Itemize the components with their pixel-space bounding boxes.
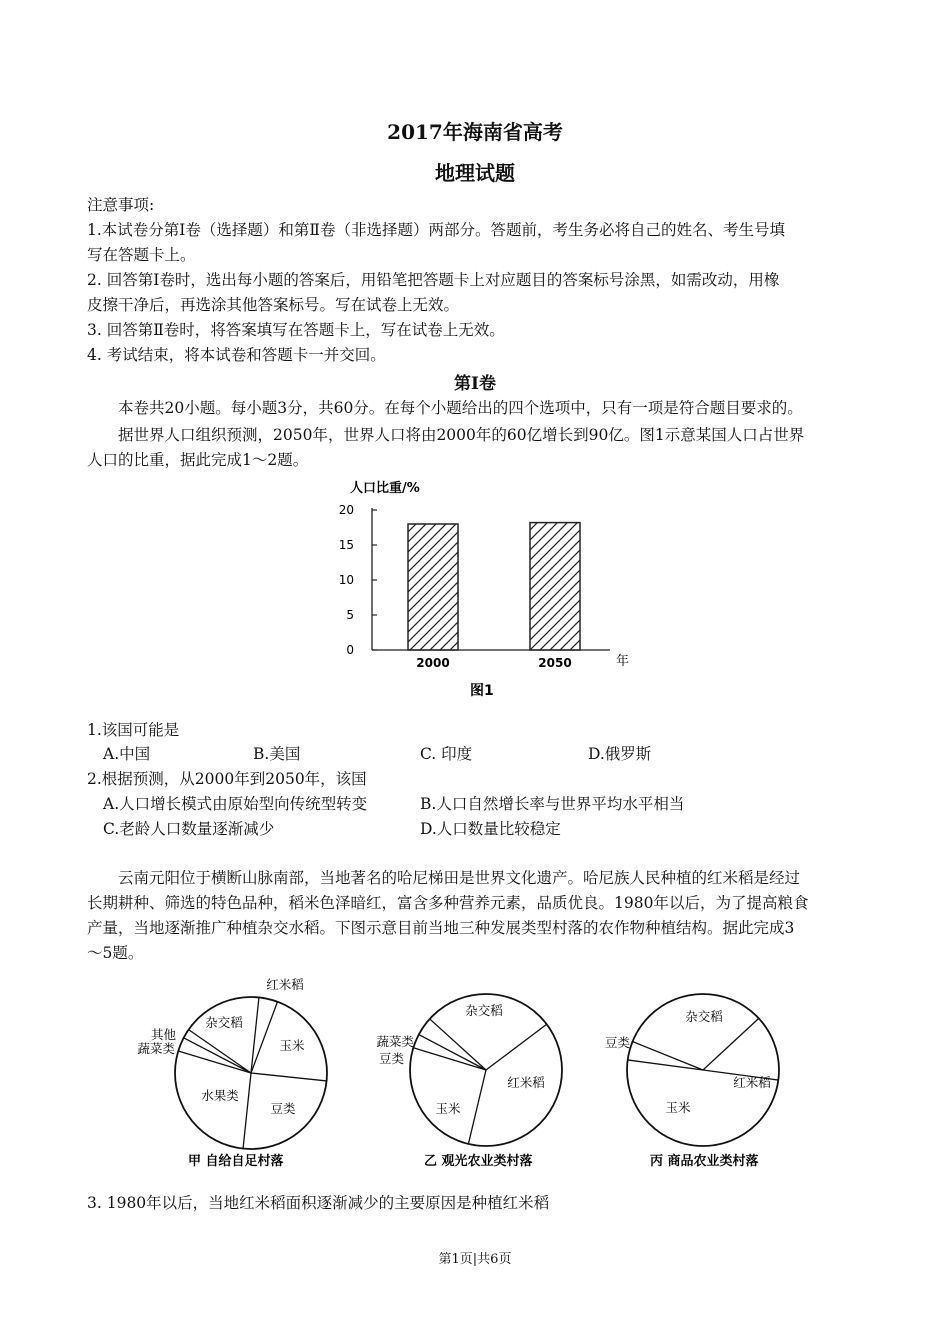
notice-item-3: 3. 回答第Ⅱ卷时，将答案填写在答题卡上，写在试卷上无效。	[87, 321, 505, 339]
question-1-option-d: D.俄罗斯	[588, 745, 652, 763]
pie-slice-label: 杂交稻	[205, 1015, 243, 1030]
notice-item-2-line-2: 皮擦干净后，再选涂其他答案标号。写在试卷上无效。	[87, 296, 460, 314]
y-tick-label: 5	[346, 608, 354, 622]
pie-slice-label: 玉米	[435, 1101, 461, 1116]
pie-slice-label: 豆类	[378, 1051, 404, 1066]
pie-slice-label: 豆类	[604, 1035, 630, 1050]
section-title: 第Ⅰ卷	[454, 374, 496, 394]
context-1-line-2: 人口的比重，据此完成1～2题。	[87, 451, 309, 469]
notice-heading: 注意事项:	[87, 196, 155, 214]
chart-title: 图1	[470, 683, 494, 699]
exam-title: 2017年海南省高考	[387, 120, 563, 144]
bar-2050	[530, 523, 580, 650]
context-2-line-4: ～5题。	[87, 944, 144, 962]
population-bar-chart	[320, 470, 650, 705]
question-2-option-d: D.人口数量比较稳定	[420, 820, 561, 838]
context-1-line-1: 据世界人口组织预测，2050年，世界人口将由2000年的60亿增长到90亿。图1示意某国人口占世界	[118, 426, 805, 444]
context-2-line-3: 产量，当地逐渐推广种植杂交水稻。下图示意目前当地三种发展类型村落的农作物种植结构。据此完成3	[87, 919, 795, 937]
notice-item-1-line-1: 1.本试卷分第Ⅰ卷（选择题）和第Ⅱ卷（非选择题）两部分。答题前，考生务必将自己的姓名、考生号填	[87, 221, 785, 239]
question-1-option-a: A.中国	[103, 745, 151, 763]
x-axis-label: 年	[616, 654, 630, 669]
y-tick-label: 20	[338, 503, 354, 517]
pie-slice-label: 杂交稻	[465, 1003, 503, 1018]
pie-slice-label: 玉米	[279, 1038, 305, 1053]
pie-slice-label: 杂交稻	[685, 1009, 723, 1024]
question-1-option-c: C. 印度	[420, 745, 473, 763]
notice-item-2-line-1: 2. 回答第Ⅰ卷时，选出每小题的答案后，用铅笔把答题卡上对应题目的答案标号涂黑，如需改动，用橡	[87, 271, 780, 289]
pie-slice-label: 玉米	[665, 1100, 691, 1115]
pie-slice-label: 红米稻	[266, 977, 304, 992]
pie-slice-label: 红米稻	[507, 1075, 545, 1090]
pie-slice-label: 蔬菜类	[376, 1034, 414, 1049]
question-1-stem: 1.该国可能是	[87, 721, 180, 739]
question-1-option-b: B.美国	[253, 745, 301, 763]
y-axis-label: 人口比重/%	[350, 481, 420, 496]
pie-slice-label: 红米稻	[733, 1075, 771, 1090]
question-2-stem: 2.根据预测，从2000年到2050年，该国	[87, 770, 367, 788]
section-intro: 本卷共20小题。每小题3分，共60分。在每个小题给出的四个选项中，只有一项是符合题目要求的。	[118, 399, 803, 417]
y-tick-label: 0	[346, 643, 354, 657]
crop-structure-pie-charts	[0, 965, 950, 1180]
exam-subtitle: 地理试题	[435, 161, 515, 185]
pie-caption-yi: 乙 观光农业类村落	[424, 1154, 533, 1169]
y-tick-label: 10	[338, 573, 354, 587]
x-tick-label: 2000	[416, 656, 450, 670]
question-2-option-b: B.人口自然增长率与世界平均水平相当	[420, 795, 685, 813]
page-footer: 第1页|共6页	[438, 1252, 512, 1267]
pie-slice-label: 蔬菜类	[137, 1041, 175, 1056]
pie-slice-label: 其他	[150, 1027, 176, 1042]
notice-item-4: 4. 考试结束，将本试卷和答题卡一并交回。	[87, 346, 386, 364]
x-tick-label: 2050	[538, 656, 572, 670]
question-3-stem: 3. 1980年以后，当地红米稻面积逐渐减少的主要原因是种植红米稻	[87, 1194, 550, 1212]
question-2-option-a: A.人口增长模式由原始型向传统型转变	[103, 795, 368, 813]
notice-item-1-line-2: 写在答题卡上。	[87, 246, 196, 264]
pie-slice-label: 水果类	[201, 1088, 239, 1103]
bar-2000	[408, 524, 458, 650]
pie-chart-bing	[605, 994, 779, 1146]
pie-chart-jia	[137, 977, 327, 1149]
context-2-line-1: 云南元阳位于横断山脉南部，当地著名的哈尼梯田是世界文化遗产。哈尼族人民种植的红米稻是经过	[118, 869, 801, 887]
question-2-option-c: C.老龄人口数量逐渐减少	[103, 820, 275, 838]
pie-caption-jia: 甲 自给自足村落	[188, 1154, 284, 1169]
context-2-line-2: 长期耕种、筛选的特色品种，稻米色泽暗红，富含多种营养元素，品质优良。1980年以后，为了提高粮食	[87, 894, 809, 912]
pie-caption-bing: 丙 商品农业类村落	[650, 1154, 759, 1169]
pie-slice-label: 豆类	[270, 1101, 296, 1116]
pie-chart-yi	[376, 994, 562, 1146]
y-tick-label: 15	[338, 538, 354, 552]
